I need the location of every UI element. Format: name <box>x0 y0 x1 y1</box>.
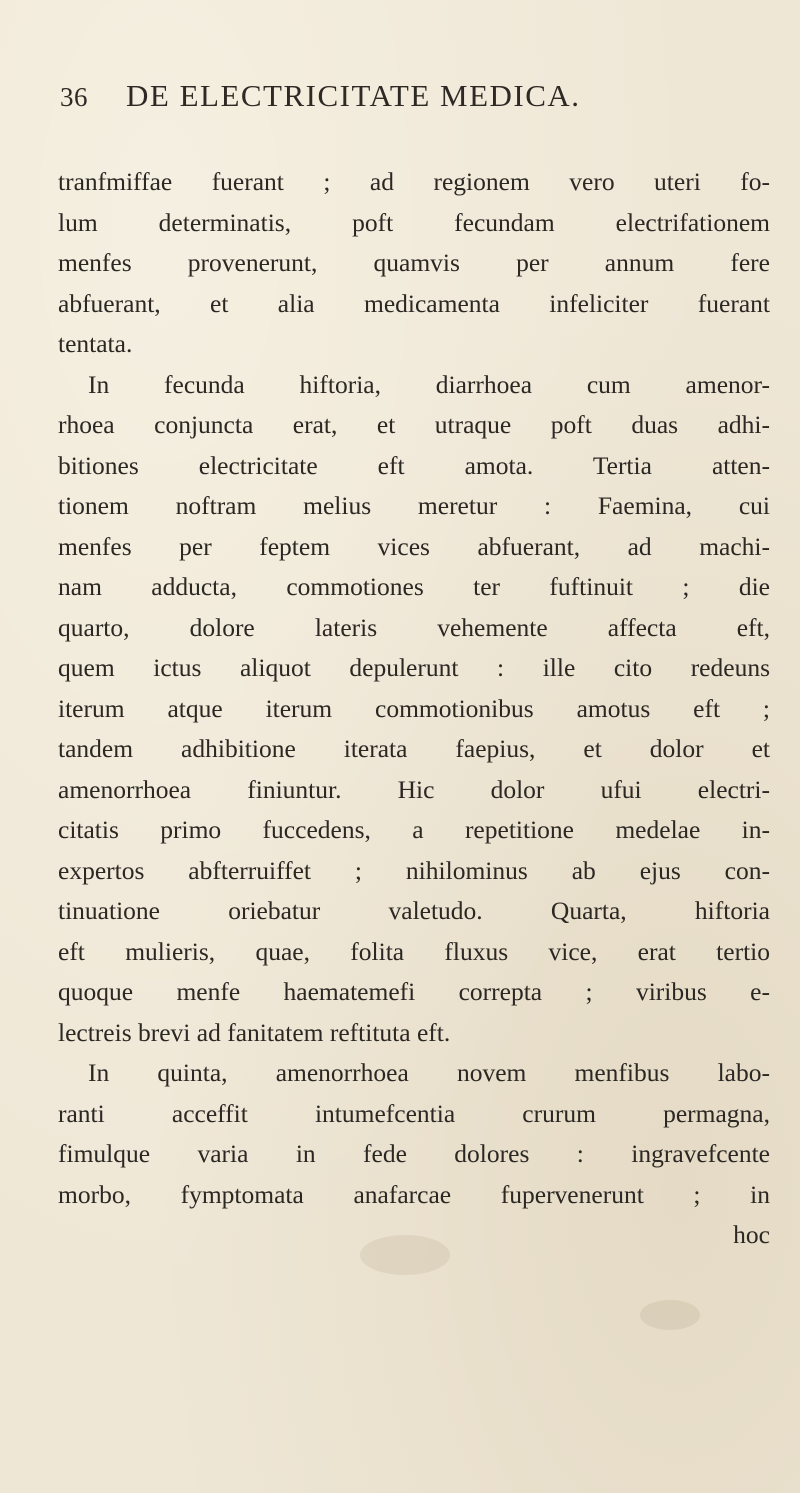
text-line: tionem noftram melius meretur : Faemina, cui <box>58 491 770 520</box>
text-line: nam adducta, commotiones ter fuftinuit ; die <box>58 572 770 601</box>
paragraph-start-line: In fecunda hiftoria, diarrhoea cum amenor- <box>88 369 770 399</box>
text-line: tranfmiffae fuerant ; ad regionem vero uteri fo- <box>58 167 770 196</box>
text-line: lum determinatis, poft fecundam electrifationem <box>58 207 770 237</box>
paragraph-start-line: In quinta, amenorrhoea novem menfibus labo- <box>88 1058 770 1087</box>
text-line: tinuatione oriebatur valetudo. Quarta, hiftoria <box>58 896 770 925</box>
running-head <box>60 78 760 118</box>
text-line: abfuerant, et alia medicamenta infeliciter fuerant <box>58 288 770 318</box>
text-line: quarto, dolore lateris vehemente affecta eft, <box>58 612 770 642</box>
text-line: menfes per feptem vices abfuerant, ad machi- <box>58 531 770 561</box>
text-line: bitiones electricitate eft amota. Tertia atten- <box>58 450 770 480</box>
text-line: morbo, fymptomata anafarcae fupervenerunt ; in <box>58 1179 770 1209</box>
catchword: hoc <box>733 1220 770 1249</box>
paper-stain <box>640 1300 700 1330</box>
text-line: menfes provenerunt, quamvis per annum fere <box>58 248 770 277</box>
text-line: lectreis brevi ad fanitatem reftituta eft. <box>58 1017 451 1047</box>
text-line: amenorrhoea finiuntur. Hic dolor ufui electri- <box>58 774 770 804</box>
body-text <box>58 162 770 1256</box>
text-line: citatis primo fuccedens, a repetitione medelae in- <box>58 815 770 844</box>
text-line: rhoea conjuncta erat, et utraque poft duas adhi- <box>58 410 770 439</box>
page-number: 36 <box>60 82 88 112</box>
text-line: expertos abfterruiffet ; nihilominus ab ejus con- <box>58 855 770 885</box>
text-line: fimulque varia in fede dolores : ingravefcente <box>58 1139 770 1168</box>
text-line: ranti acceffit intumefcentia crurum permagna, <box>58 1098 770 1128</box>
text-line: tandem adhibitione iterata faepius, et dolor et <box>58 734 770 763</box>
running-title: DE ELECTRICITATE MEDICA. <box>126 78 581 113</box>
text-line: quem ictus aliquot depulerunt : ille cito redeuns <box>58 653 770 682</box>
text-line: iterum atque iterum commotionibus amotus eft ; <box>58 693 770 723</box>
text-line: eft mulieris, quae, folita fluxus vice, erat tertio <box>58 936 770 966</box>
text-line: quoque menfe haematemefi correpta ; viribus e- <box>58 977 770 1006</box>
text-line: tentata. <box>58 329 133 358</box>
